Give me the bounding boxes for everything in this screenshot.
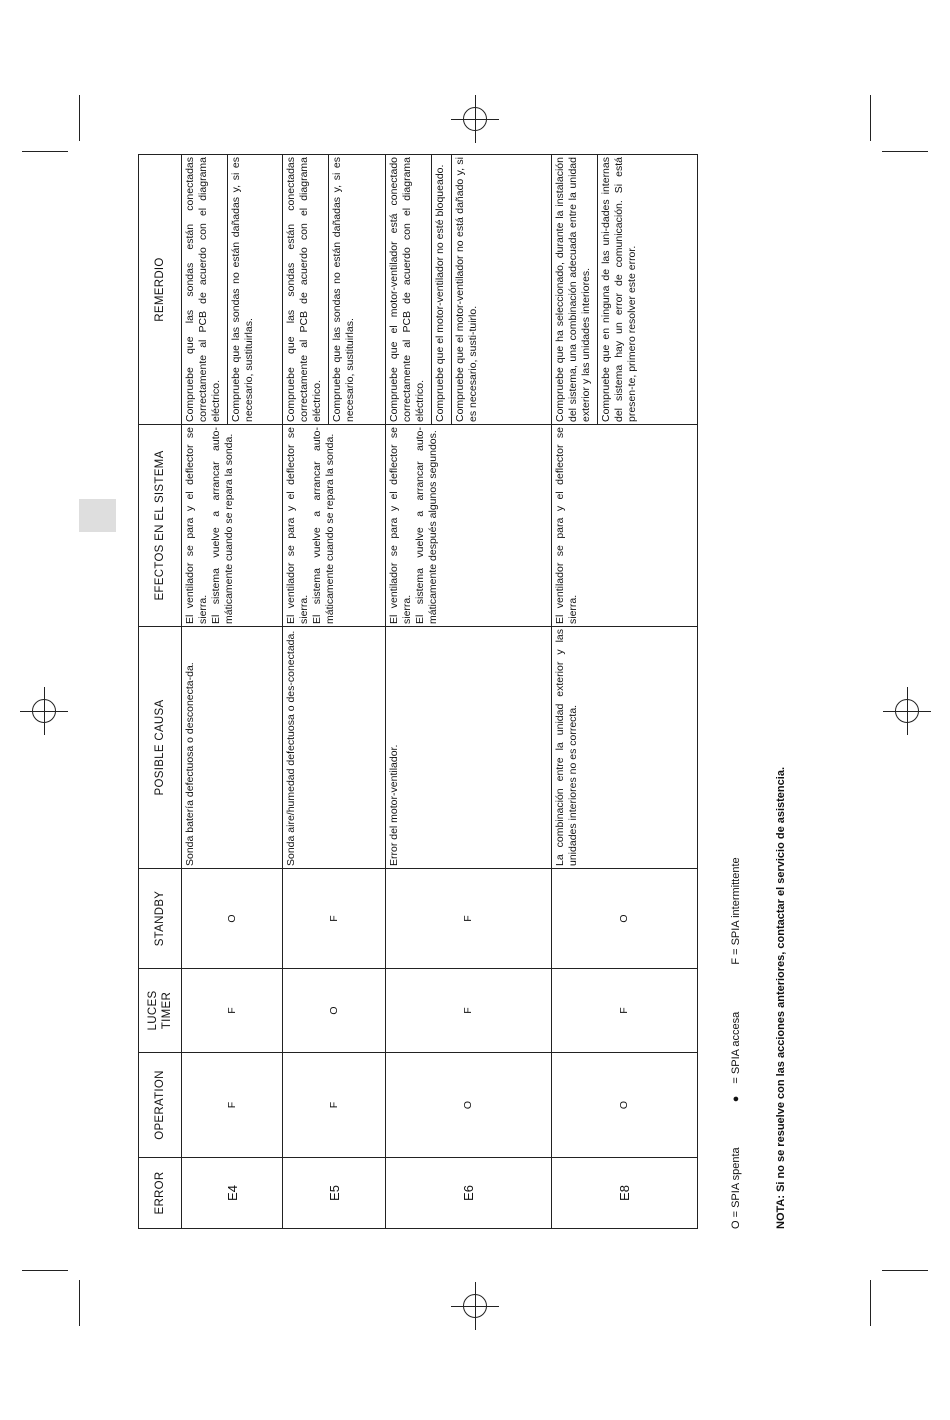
legend-off: O = SPIA spenta (730, 1147, 742, 1229)
effects-cell: El ventilador se para y el deflector se sierra. El sistema vuelve a arrancar auto-máticamente después algunos segundos. (386, 425, 552, 627)
effects-cell: El ventilador se para y el deflector se sierra. El sistema vuelve a arrancar auto-máticamente cuando se repara la sonda. (283, 425, 386, 627)
legend-on-symbol: ● (730, 1095, 742, 1103)
timer-led: F (182, 969, 283, 1053)
remedy-item: Compruebe que el motor-ventilador no esté bloqueado. (431, 155, 451, 424)
operation-led: F (283, 1053, 386, 1158)
col-error-header: ERROR (139, 1158, 182, 1229)
error-table (138, 154, 698, 1229)
effects-cell: El ventilador se para y el deflector se sierra. El sistema vuelve a arrancar auto-máticamente cuando se repara la sonda. (182, 425, 283, 627)
remedy-item: Compruebe que el motor-ventilador está conectado correctamente al PCB de acuerdo con el diagrama eléctrico. (388, 157, 426, 422)
legend-on: = SPIA accesa (730, 1011, 742, 1084)
timer-led: F (386, 969, 552, 1053)
cause-cell: La combinación entre la unidad exterior y las unidades interiores no es correcta. (552, 627, 698, 869)
remedy-item: Compruebe que las sondas están conectadas correctamente al PCB de acuerdo con el diagrama eléctrico. (285, 157, 323, 422)
error-code: E8 (552, 1158, 698, 1229)
note-text: NOTA: Si no se resuelve con las acciones anteriores, contactar el servicio de asistencia. (775, 767, 787, 1229)
standby-led: O (552, 869, 698, 969)
table-header-row (139, 155, 182, 1229)
operation-led: O (386, 1053, 552, 1158)
table-row (386, 155, 552, 1229)
timer-led: F (552, 969, 698, 1053)
cause-cell: Sonda batería defectuosa o desconecta-da. (182, 627, 283, 869)
col-cause-header: POSIBLE CAUSA (139, 627, 182, 869)
standby-led: F (386, 869, 552, 969)
col-remedy-header: REMERDIO (139, 155, 182, 425)
col-standby-header: STANDBY (139, 869, 182, 969)
remedy-item: Compruebe que las sondas no están dañadas y, si es necesario, sustituirlas. (328, 155, 361, 424)
legend-flash: F = SPIA intermittente (730, 857, 742, 965)
table-row (182, 155, 283, 1229)
legend (730, 857, 742, 1229)
cause-cell: Error del motor-ventilador. (386, 627, 552, 869)
error-code: E4 (182, 1158, 283, 1229)
error-code: E6 (386, 1158, 552, 1229)
table-row (552, 155, 698, 1229)
table-row (283, 155, 386, 1229)
cause-cell: Sonda aire/humedad defectuosa o des-conectada. (283, 627, 386, 869)
operation-led: O (552, 1053, 698, 1158)
remedy-item: Compruebe que ha seleccionado, durante la instalación del sistema, una combinación adecuada entre la unidad exterior y las unidades interiores. (554, 157, 592, 422)
col-effects-header: EFECTOS EN EL SISTEMA (139, 425, 182, 627)
remedy-cell (182, 155, 283, 425)
remedy-cell (283, 155, 386, 425)
col-operation-header: OPERATION (139, 1053, 182, 1158)
remedy-item: Compruebe que en ninguna de las uni-dades internas del sistema hay un error de comunicación. Si está presen-te, primero resolver este error. (597, 155, 643, 424)
effects-cell: El ventilador se para y el deflector se sierra. (552, 425, 698, 627)
remedy-cell (386, 155, 552, 425)
remedy-item: Compruebe que las sondas no están dañadas y, si es necesario, sustituirlas. (227, 155, 260, 424)
remedy-item: Compruebe que las sondas están conectadas correctamente al PCB de acuerdo con el diagrama eléctrico. (184, 157, 222, 422)
remedy-item: Compruebe que el motor-ventilador no está dañado y, si es necesario, susti-tuirlo. (451, 155, 484, 424)
standby-led: F (283, 869, 386, 969)
col-timer-header: LUCES TIMER (139, 969, 182, 1053)
remedy-cell (552, 155, 698, 425)
timer-led: O (283, 969, 386, 1053)
error-code: E5 (283, 1158, 386, 1229)
operation-led: F (182, 1053, 283, 1158)
standby-led: O (182, 869, 283, 969)
